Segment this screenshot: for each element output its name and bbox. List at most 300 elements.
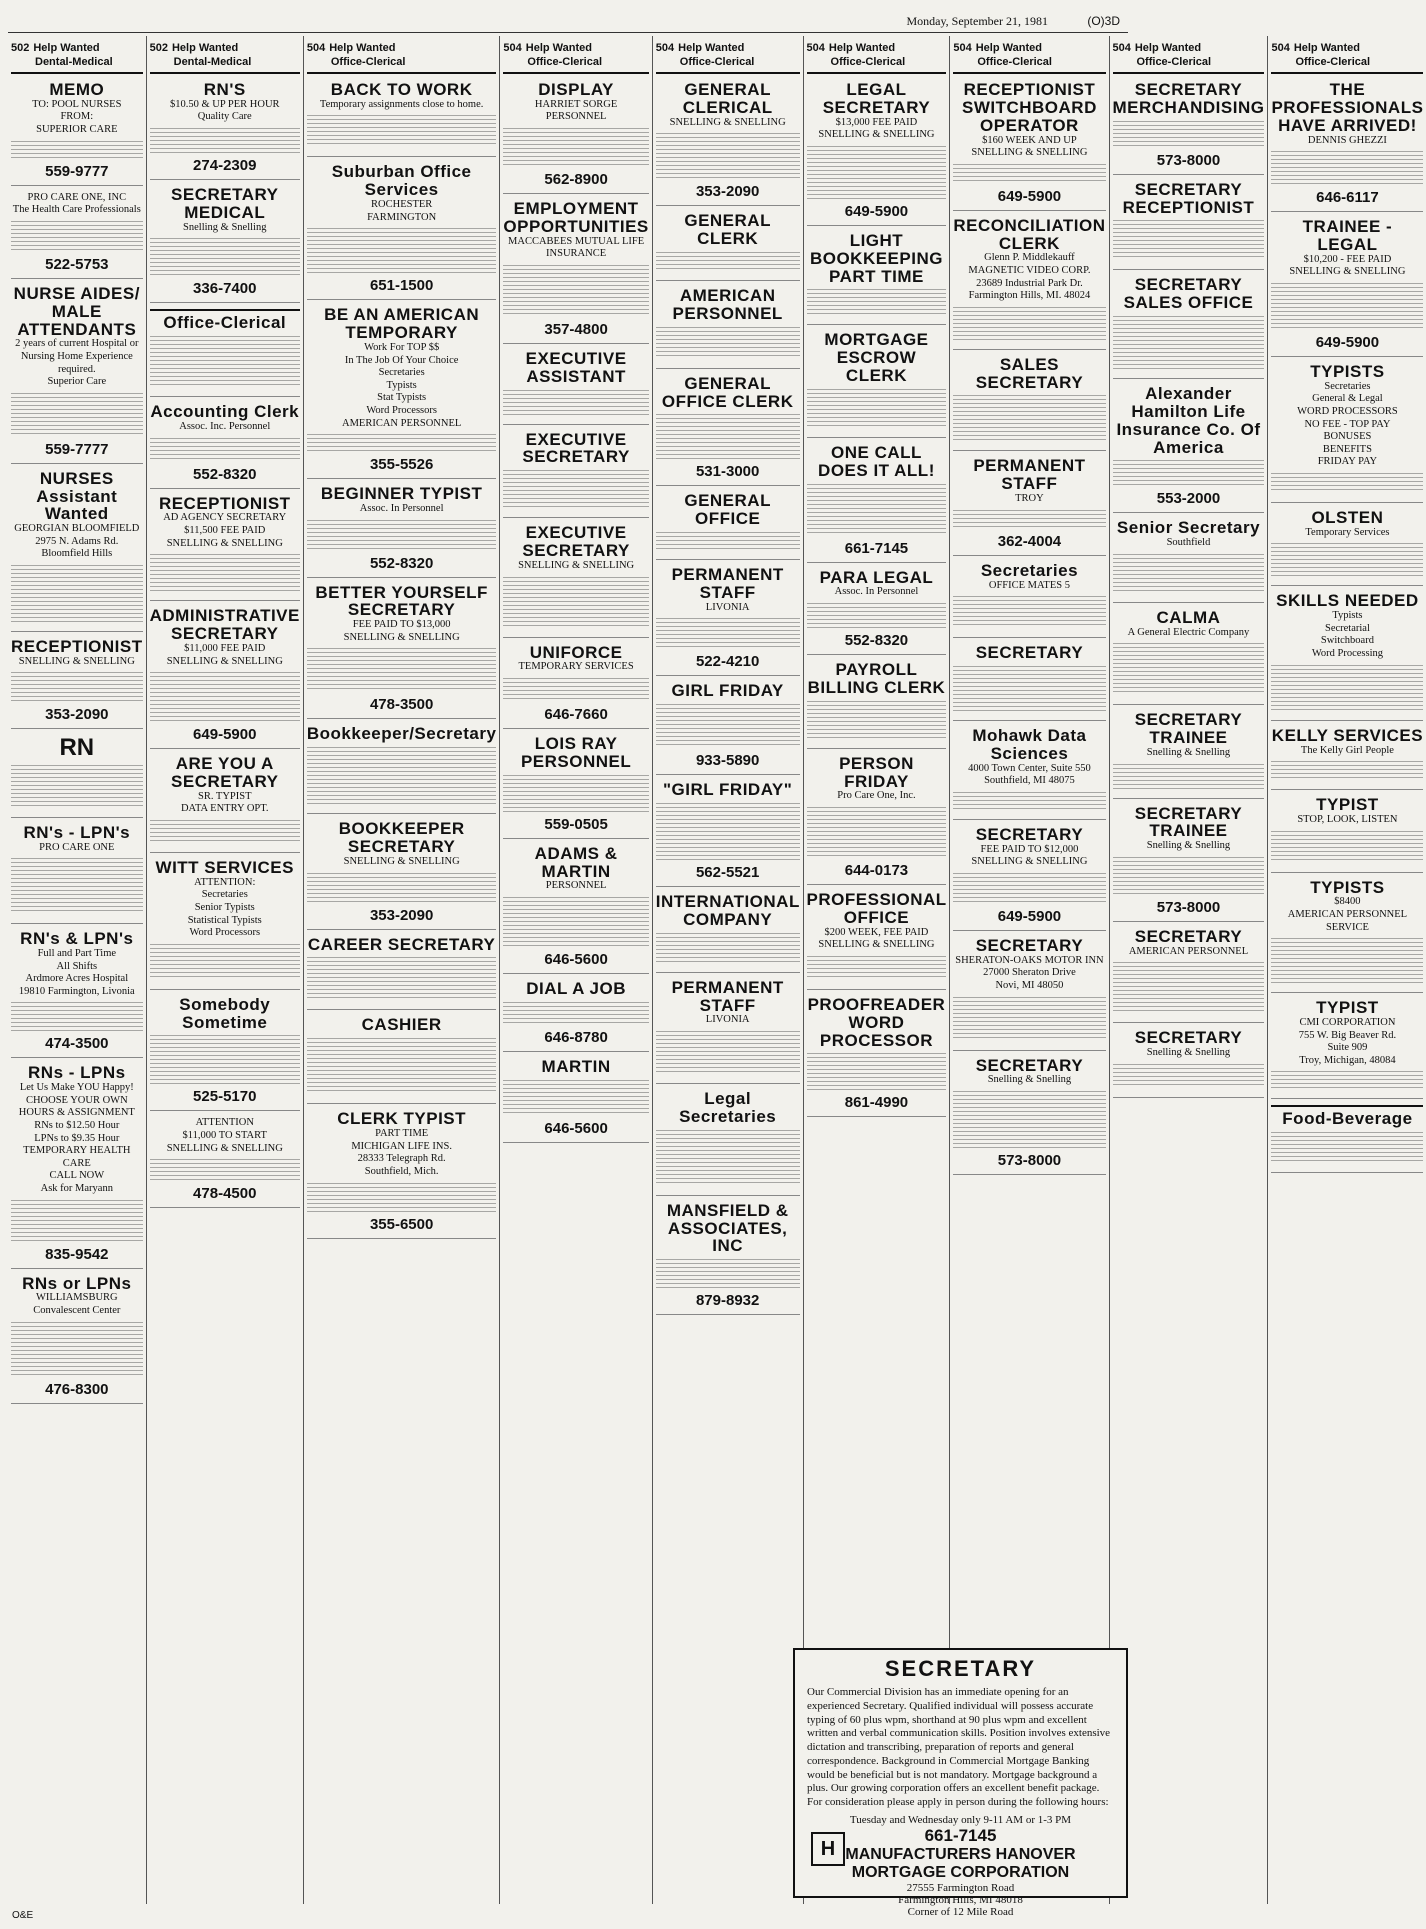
ad-fine-print: [503, 1002, 648, 1025]
ad-phone: 651-1500: [369, 277, 434, 295]
section-number: 504: [655, 42, 675, 54]
ad-fine-print: [656, 252, 800, 271]
ad-line: SNELLING & SNELLING: [818, 129, 935, 141]
ad-fine-print: [953, 510, 1105, 529]
ad-fine-print: [656, 803, 800, 860]
ad-line: Statistical Typists: [187, 914, 262, 926]
ad-headline: RECEPTIONIST: [11, 637, 143, 657]
ad-line: SNELLING & SNELLING: [166, 1142, 283, 1154]
classified-ad: [150, 1114, 300, 1208]
classified-ad: [11, 927, 143, 1058]
ad-line: SNELLING & SNELLING: [166, 537, 283, 549]
display-ad-company: MANUFACTURERS HANOVER MORTGAGE CORPORATION: [845, 1845, 1076, 1881]
ad-fine-print: [807, 1053, 947, 1090]
section-number: 504: [806, 42, 825, 54]
column-4: [500, 36, 652, 1904]
classified-ad: [307, 933, 497, 1011]
ad-line: SNELLING & SNELLING: [1289, 266, 1406, 278]
ad-line: 2 years of current Hospital or Nursing Home Experience required.: [15, 338, 139, 375]
ad-fine-print: [953, 666, 1105, 711]
ad-fine-print: [503, 128, 648, 167]
ad-fine-print: [503, 265, 648, 317]
page-code: (O)3D: [1087, 14, 1120, 28]
ad-headline: SECRETARY TRAINEE: [1134, 710, 1243, 748]
classified-ad: [953, 559, 1105, 638]
classified-ad: [1113, 802, 1265, 922]
classified-ad: [307, 78, 497, 157]
ad-headline: PROOFREADER WORD PROCESSOR: [807, 994, 946, 1050]
ad-headline: EMPLOYMENT OPPORTUNITIES: [503, 199, 649, 236]
ad-line: PRO CARE ONE: [39, 841, 115, 853]
ad-headline: SECRETARY SALES OFFICE: [1123, 275, 1254, 313]
ad-line: Secretaries: [201, 889, 248, 901]
section-header: [656, 36, 800, 74]
display-ad-body: Our Commercial Division has an immediate opening for an experienced Secretary. Qualified individual will possess accurate typing of 60 plus wpm, shorthand at 90 plus wpm and excellent written and verbal communication skills. Position involves extensive dictation and transcribing, preparation of reports and general correspondence. Background in Commercial Mortgage Banking would be beneficial but is not mandatory. Mortgage background a plus. Our growing corporation offers an excellent benefit package. For consideration please apply in person during the following hours:: [807, 1686, 1111, 1808]
ad-fine-print: [150, 336, 300, 387]
ad-phone: 525-5170: [193, 1088, 257, 1106]
ad-fine-print: [503, 897, 648, 947]
ad-headline: ADAMS & MARTIN: [534, 843, 618, 881]
ad-line: Secretaries: [378, 367, 425, 379]
ad-line: ATTENTION:: [194, 876, 256, 888]
company-logo-icon: H: [811, 1832, 845, 1866]
ad-headline: RN's - LPN's: [23, 822, 131, 842]
ad-fine-print: [656, 1031, 800, 1074]
ad-headline: PERMANENT STAFF: [671, 565, 784, 602]
ad-phone: 644-0173: [844, 862, 909, 880]
ad-fine-print: [656, 704, 800, 748]
ad-phone: 559-7777: [45, 440, 109, 458]
issue-date: Monday, September 21, 1981: [906, 14, 1048, 28]
ad-fine-print: [953, 873, 1105, 904]
classified-ad: [150, 78, 300, 180]
ad-fine-print: [150, 554, 300, 591]
classified-ad: [1271, 876, 1423, 994]
ad-fine-print: [150, 1159, 300, 1181]
ad-fine-print: [503, 390, 648, 415]
section-title: Help Wanted: [1134, 42, 1202, 54]
section-header: [503, 36, 648, 74]
ad-line: FRIDAY PAY: [1317, 456, 1378, 468]
ad-fine-print: [656, 414, 800, 459]
ad-fine-print: [953, 1091, 1105, 1148]
ad-line: Troy, Michigan, 48084: [1299, 1054, 1396, 1066]
classified-ad: [1113, 178, 1265, 271]
ad-phone: 552-8320: [844, 632, 909, 650]
classified-ad: [307, 722, 497, 814]
column-8: [1110, 36, 1269, 1904]
ad-line: $13,000 FEE PAID: [835, 116, 918, 128]
ad-headline: RN'S: [203, 80, 246, 99]
ad-headline: TYPIST: [1316, 998, 1379, 1018]
classified-ad: [807, 888, 947, 990]
classified-ad: [150, 752, 300, 853]
ad-line: 28333 Telegraph Rd.: [357, 1153, 446, 1165]
section-header: [1271, 36, 1423, 74]
classified-ad: [953, 454, 1105, 555]
display-ad-address-3: Corner of 12 Mile Road: [907, 1905, 1014, 1918]
ad-line: GEORGIAN BLOOMFIELD: [14, 523, 140, 535]
ad-line: HARRIET SORGE PERSONNEL: [534, 98, 618, 123]
ad-headline: GIRL FRIDAY: [671, 681, 784, 701]
classified-ad: [953, 724, 1105, 820]
ad-line: Novi, MI 48050: [995, 979, 1064, 991]
ad-line: MICHIGAN LIFE INS.: [351, 1140, 452, 1152]
section-number: 504: [953, 42, 972, 54]
classified-ad: [807, 658, 947, 749]
ad-line: In The Job Of Your Choice: [344, 354, 459, 366]
ad-fine-print: [11, 393, 143, 437]
ad-line: A General Electric Company: [1127, 626, 1250, 638]
ad-headline: SECRETARY: [1134, 926, 1243, 946]
ad-fine-print: [11, 1322, 143, 1377]
section-number: 504: [1112, 42, 1131, 54]
ad-fine-print: [503, 678, 648, 702]
ad-headline: SECRETARY RECEPTIONIST: [1122, 179, 1255, 217]
ad-phone: 552-8320: [193, 465, 257, 483]
ad-fine-print: [150, 438, 300, 462]
ad-phone: 478-3500: [369, 696, 434, 714]
ad-headline: ARE YOU A SECRETARY: [171, 754, 279, 791]
ad-fine-print: [1113, 460, 1265, 486]
ad-line: 23689 Industrial Park Dr.: [976, 277, 1083, 289]
ad-fine-print: [1113, 121, 1265, 148]
ad-headline: BE AN AMERICAN TEMPORARY: [324, 305, 480, 343]
column-7: [950, 36, 1109, 1904]
ad-fine-print: [11, 672, 143, 702]
section-title: Help Wanted: [678, 42, 745, 54]
ad-line: Bloomfield Hills: [41, 548, 113, 560]
ad-line: Glenn P. Middlekauff: [984, 252, 1075, 264]
ad-phone: 559-9777: [45, 162, 109, 180]
ad-line: $200 WEEK, FEE PAID: [824, 926, 929, 938]
ad-phone: 274-2309: [193, 157, 257, 175]
ad-headline: RECONCILIATION CLERK: [953, 215, 1106, 253]
classified-ad: [11, 282, 143, 464]
classified-ad: [503, 78, 648, 194]
ad-headline: Accounting Clerk: [150, 402, 300, 422]
ad-fine-print: [807, 956, 947, 980]
ad-headline: SKILLS NEEDED: [1276, 591, 1419, 611]
classified-ad: [11, 1061, 143, 1268]
ad-headline: DISPLAY: [538, 80, 614, 99]
ad-fine-print: [807, 807, 947, 858]
section-title: Help Wanted: [975, 42, 1042, 54]
section-number: 504: [503, 42, 522, 54]
ad-headline: Legal Secretaries: [679, 1088, 777, 1126]
section-header: [11, 36, 143, 74]
ad-line: SNELLING & SNELLING: [518, 559, 635, 571]
ad-headline: SECRETARY: [975, 824, 1084, 844]
ad-line: TROY: [1015, 493, 1044, 505]
ad-line: Ardmore Acres Hospital: [25, 973, 129, 985]
ad-headline: CASHIER: [361, 1015, 442, 1035]
ad-fine-print: [307, 228, 497, 273]
ad-line: Let Us Make YOU Happy!: [19, 1082, 134, 1094]
ad-headline: NURSES Assistant Wanted: [36, 468, 118, 524]
ad-phone: 562-8900: [544, 171, 608, 189]
ad-fine-print: [1271, 151, 1423, 185]
classified-ad: [307, 482, 497, 577]
ad-fine-print: [656, 933, 800, 963]
ad-fine-print: [503, 775, 648, 812]
section-subtitle: Dental-Medical: [35, 56, 113, 68]
classified-ad: [1271, 724, 1423, 790]
ad-line: PERSONNEL: [545, 880, 607, 892]
ad-phone: 649-5900: [1315, 334, 1380, 351]
section-subtitle: Dental-Medical: [173, 56, 252, 68]
ad-headline: BEGINNER TYPIST: [320, 484, 483, 504]
ad-fine-print: [307, 1183, 497, 1212]
ad-headline: RNs or LPNs: [22, 1273, 132, 1293]
classified-ad: [11, 189, 143, 279]
ad-phone: 362-4004: [997, 532, 1062, 550]
ad-fine-print: [807, 146, 947, 199]
ad-line: Assoc. Inc. Personnel: [179, 421, 271, 432]
ad-line: TEMPORARY SERVICES: [518, 661, 634, 673]
section-subtitle: Office-Clerical: [1136, 56, 1212, 68]
section-title: Help Wanted: [33, 42, 100, 54]
ad-fine-print: [307, 434, 497, 452]
classified-ad: [953, 214, 1105, 350]
ad-line: Typists: [386, 379, 417, 391]
ad-fine-print: [11, 141, 143, 159]
ad-headline: CAREER SECRETARY: [307, 934, 496, 954]
ad-fine-print: [1271, 831, 1423, 863]
ad-line: RNs to $12.50 Hour: [34, 1119, 120, 1131]
classified-ad: [656, 679, 800, 775]
classified-ad: [656, 78, 800, 206]
ad-headline: PERSON FRIDAY: [839, 753, 914, 791]
ad-fine-print: [1113, 316, 1265, 369]
ad-line: SNELLING & SNELLING: [343, 856, 460, 867]
classified-ad: [150, 856, 300, 990]
classified-ad: [807, 78, 947, 226]
ad-fine-print: [150, 1035, 300, 1084]
ad-headline: GENERAL CLERICAL: [682, 80, 773, 117]
ad-line: Assoc. In Personnel: [359, 503, 444, 514]
ad-fine-print: [1271, 1132, 1423, 1163]
ad-phone: 355-6500: [369, 1215, 434, 1233]
ad-fine-print: [1271, 938, 1423, 983]
ad-line: $11,000 FEE PAID: [184, 642, 266, 654]
classified-ad: [953, 78, 1105, 211]
ad-fine-print: [307, 873, 497, 903]
section-number: 504: [1271, 42, 1290, 54]
ad-line: AMERICAN PERSONNEL: [341, 417, 462, 429]
ad-line: MACCABEES MUTUAL LIFE INSURANCE: [508, 235, 645, 260]
ad-line: 4000 Town Center, Suite 550: [968, 762, 1091, 774]
ad-headline: LIGHT BOOKKEEPING PART TIME: [809, 230, 943, 286]
classified-ad: [807, 229, 947, 326]
classified-ad: [307, 817, 497, 929]
ad-headline: EXECUTIVE SECRETARY: [522, 429, 630, 467]
section-subtitle: Office-Clerical: [527, 56, 603, 68]
ad-line: Southfield, MI 48075: [984, 775, 1075, 787]
ad-line: $8400: [1334, 896, 1361, 908]
ad-fine-print: [953, 792, 1105, 810]
ad-fine-print: [307, 1038, 497, 1094]
ad-line: FARMINGTON: [367, 211, 437, 223]
ad-line: Quality Care: [197, 111, 252, 123]
ad-phone: 355-5526: [369, 456, 434, 474]
ad-phone: 649-5900: [844, 202, 909, 220]
ad-fine-print: [656, 1130, 800, 1186]
ad-phone: 553-2000: [1156, 490, 1221, 508]
ad-headline: BETTER YOURSELF SECRETARY: [315, 582, 488, 620]
section-title: Help Wanted: [329, 42, 396, 54]
section-header: [1113, 36, 1265, 74]
ad-phone: 353-2090: [45, 706, 109, 724]
ad-line: $10,200 - FEE PAID: [1303, 253, 1392, 265]
ad-fine-print: [150, 820, 300, 843]
column-9: [1268, 36, 1426, 1904]
ad-phone: 353-2090: [695, 183, 760, 201]
ad-line: $160 WEEK AND UP: [982, 134, 1077, 146]
ad-phone: 522-5753: [45, 255, 109, 273]
ad-headline: SECRETARY TRAINEE: [1134, 803, 1243, 841]
ad-fine-print: [1271, 473, 1423, 493]
ad-line: Switchboard: [1320, 635, 1374, 647]
ad-headline: MARTIN: [541, 1056, 611, 1076]
ad-line: Word Processors: [366, 404, 437, 416]
ad-headline: AMERICAN PERSONNEL: [672, 285, 783, 323]
display-ad-hours: Tuesday and Wednesday only 9-11 AM or 1-3 PM: [849, 1813, 1072, 1826]
classified-ad: [150, 400, 300, 488]
classified-ad: [1271, 589, 1423, 720]
ad-headline: TYPISTS: [1310, 877, 1385, 897]
ad-headline: ONE CALL DOES IT ALL!: [818, 442, 935, 480]
ad-line: The Health Care Professionals: [12, 204, 141, 216]
classified-ad: [503, 977, 648, 1052]
classified-ad: [656, 489, 800, 560]
classified-ad: [1271, 793, 1423, 872]
ad-fine-print: [656, 327, 800, 359]
ad-line: Secretaries: [1324, 380, 1371, 392]
ad-phone: 933-5890: [695, 752, 760, 770]
classified-ad: [1271, 996, 1423, 1099]
ad-fine-print: [503, 470, 648, 508]
ad-line: SHERATON-OAKS MOTOR INN: [955, 954, 1104, 966]
ad-line: AMERICAN PERSONNEL: [1128, 945, 1249, 957]
classified-ad: [807, 441, 947, 563]
column-1: [8, 36, 147, 1904]
ad-fine-print: [656, 532, 800, 550]
classified-ad: [807, 566, 947, 655]
ad-headline: EXECUTIVE ASSISTANT: [525, 348, 627, 386]
section-subtitle: Office-Clerical: [830, 56, 906, 68]
column-6: [804, 36, 951, 1904]
ad-headline: SECRETARY MEDICAL: [171, 185, 279, 222]
ad-fine-print: [953, 997, 1105, 1041]
ad-line: ATTENTION: [195, 1117, 254, 1129]
ad-line: SR. TYPIST: [198, 790, 252, 802]
ad-headline: BACK TO WORK: [330, 80, 473, 99]
ad-line: SNELLING & SNELLING: [669, 116, 786, 128]
classified-ad: [503, 428, 648, 519]
ad-fine-print: [11, 765, 143, 808]
ad-fine-print: [807, 289, 947, 315]
display-ad-phone: 661-7145: [924, 1825, 997, 1845]
masthead: [8, 6, 1128, 33]
ad-headline: RECEPTIONIST: [158, 493, 291, 513]
ad-phone: 552-8320: [369, 554, 434, 572]
section-title: Help Wanted: [171, 42, 239, 54]
ad-phone: 357-4800: [544, 320, 608, 338]
ad-line: CHOOSE YOUR OWN HOURS & ASSIGNMENT: [18, 1094, 135, 1119]
ad-headline: MEMO: [49, 80, 105, 99]
ad-phone: 646-7660: [544, 706, 608, 723]
ad-phone: 646-6117: [1316, 189, 1379, 207]
ad-phone: 646-5600: [544, 950, 608, 968]
ad-fine-print: [656, 133, 800, 179]
ad-line: Full and Part Time: [37, 947, 117, 959]
classified-ad: [503, 641, 648, 729]
ad-headline: SECRETARY: [975, 935, 1084, 955]
ad-phone: 573-8000: [1156, 898, 1221, 916]
ad-line: MAGNETIC VIDEO CORP.: [968, 265, 1091, 276]
ad-fine-print: [953, 164, 1105, 184]
classified-ad: [150, 492, 300, 602]
ad-headline: DIAL A JOB: [526, 978, 626, 998]
ad-phone: 336-7400: [193, 280, 257, 298]
ad-phone: 649-5900: [997, 187, 1062, 205]
classified-ad: [1271, 1105, 1423, 1173]
classified-ad: [1271, 360, 1423, 503]
ad-phone: 649-5900: [193, 726, 257, 744]
ad-headline: SECRETARY: [975, 1055, 1084, 1075]
ad-phone: 879-8932: [695, 1292, 760, 1310]
ad-line: SNELLING & SNELLING: [18, 655, 135, 667]
ad-line: Senior Typists: [194, 902, 255, 913]
ad-line: Work For TOP $$: [364, 342, 440, 353]
ad-headline: GENERAL CLERK: [684, 211, 771, 249]
ad-line: 755 W. Big Beaver Rd.: [1298, 1029, 1397, 1041]
ad-fine-print: [656, 618, 800, 649]
section-number: 504: [306, 42, 326, 54]
ad-phone: 646-5600: [544, 1119, 608, 1137]
ad-line: WORD PROCESSORS: [1297, 406, 1398, 418]
ad-headline: CLERK TYPIST: [337, 1109, 467, 1129]
ad-headline: GENERAL OFFICE: [684, 491, 771, 529]
ad-fine-print: [1271, 543, 1423, 576]
classified-ad: [11, 1272, 143, 1404]
classified-ad: [150, 183, 300, 303]
classified-ad: [1113, 606, 1265, 705]
ad-line: $10.50 & UP PER HOUR: [169, 98, 280, 110]
ad-headline: EXECUTIVE SECRETARY: [522, 523, 630, 561]
ad-phone: 522-4210: [695, 653, 760, 671]
ad-line: Southfield, Mich.: [364, 1165, 439, 1177]
ad-line: Ask for Maryann: [40, 1182, 113, 1194]
ad-fine-print: [150, 238, 300, 276]
ad-headline: INTERNATIONAL COMPANY: [655, 892, 800, 929]
ad-fine-print: [11, 221, 143, 252]
ad-line: LIVONIA: [705, 601, 750, 613]
ad-line: SNELLING & SNELLING: [971, 856, 1088, 868]
ad-headline: PAYROLL BILLING CLERK: [807, 660, 946, 697]
section-header: [150, 36, 300, 74]
classified-ad: [307, 160, 497, 300]
ad-phone: 661-7145: [844, 539, 909, 557]
ad-line: Convalescent Center: [33, 1304, 121, 1316]
ad-headline: ADMINISTRATIVE SECRETARY: [149, 606, 300, 644]
ad-headline: UNIFORCE: [529, 642, 623, 662]
ad-line: PART TIME: [375, 1128, 429, 1140]
ad-phone: 531-3000: [695, 463, 760, 481]
ad-headline: THE PROFESSIONALS HAVE ARRIVED!: [1271, 80, 1424, 135]
ad-line: DATA ENTRY OPT.: [180, 803, 269, 815]
